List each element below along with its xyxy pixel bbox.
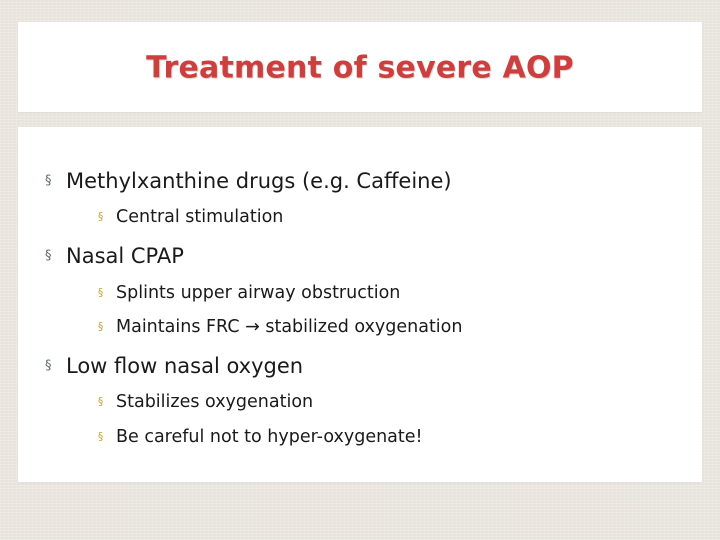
bullet-text: Nasal CPAP <box>66 244 184 268</box>
sub-bullet-marker-icon: § <box>98 396 104 408</box>
sub-bullet-marker-icon: § <box>98 287 104 299</box>
sub-bullet-text: Splints upper airway obstruction <box>116 283 401 303</box>
sub-bullet-marker-icon: § <box>98 211 104 223</box>
title-panel <box>18 22 702 112</box>
sub-bullet-marker-icon: § <box>98 431 104 443</box>
slide-title: Treatment of severe AOP <box>146 50 574 86</box>
sub-bullet-text: Stabilizes oxygenation <box>116 392 314 412</box>
bullet-item-low-flow-oxygen <box>45 354 304 378</box>
bullet-text: Methylxanthine drugs (e.g. Caffeine) <box>66 169 452 193</box>
sub-bullet-central-stimulation <box>98 207 284 227</box>
sub-bullet-text: Be careful not to hyper-oxygenate! <box>116 427 423 447</box>
bullet-marker-icon: § <box>45 173 52 189</box>
sub-bullet-splints-airway <box>98 283 401 303</box>
bullet-marker-icon: § <box>45 358 52 374</box>
bullet-item-nasal-cpap <box>45 244 184 268</box>
bullet-text: Low flow nasal oxygen <box>66 354 304 378</box>
sub-bullet-stabilizes-oxygenation <box>98 392 314 412</box>
sub-bullet-maintains-frc <box>98 317 463 337</box>
sub-bullet-be-careful <box>98 427 423 447</box>
bullet-marker-icon: § <box>45 248 52 264</box>
bullet-item-methylxanthine <box>45 169 452 193</box>
sub-bullet-text: Central stimulation <box>116 207 284 227</box>
sub-bullet-marker-icon: § <box>98 321 104 333</box>
sub-bullet-text: Maintains FRC → stabilized oxygenation <box>116 317 463 337</box>
